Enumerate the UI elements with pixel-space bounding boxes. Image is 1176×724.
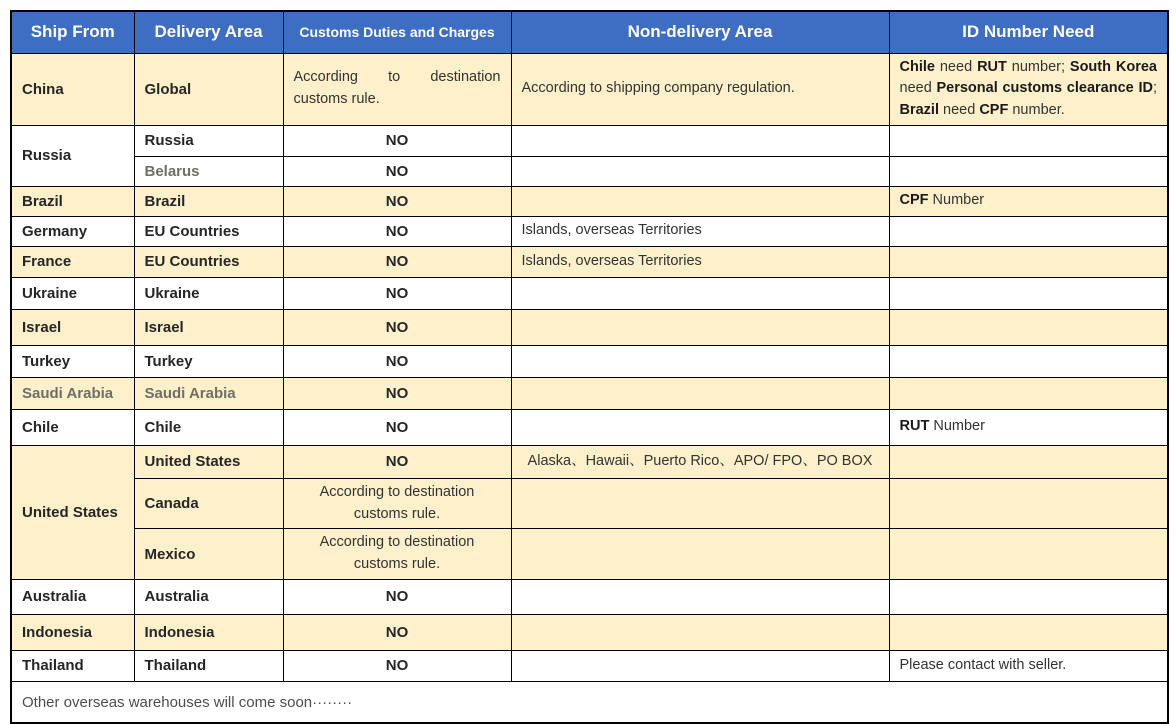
row-thailand <box>11 650 1168 681</box>
delivery-area-thailand: Thailand <box>134 650 283 681</box>
delivery-area-united-states: United States <box>134 445 283 478</box>
row-israel <box>11 309 1168 345</box>
customs-chile: NO <box>283 409 511 445</box>
delivery-area-belarus: Belarus <box>134 156 283 186</box>
non-delivery-canada <box>511 478 889 529</box>
customs-indonesia: NO <box>283 614 511 650</box>
delivery-area-mexico: Mexico <box>134 529 283 580</box>
delivery-area-chile: Chile <box>134 409 283 445</box>
id-need-belarus <box>889 156 1168 186</box>
id-need-germany <box>889 216 1168 246</box>
non-delivery-brazil <box>511 186 889 216</box>
delivery-area-indonesia: Indonesia <box>134 614 283 650</box>
non-delivery-united-states: Alaska、Hawaii、Puerto Rico、APO/ FPO、PO BOX <box>511 445 889 478</box>
customs-canada: According to destination customs rule. <box>283 478 511 529</box>
delivery-area-france: EU Countries <box>134 246 283 277</box>
ship-from-ukraine: Ukraine <box>11 277 134 309</box>
ship-from-russia: Russia <box>11 125 134 186</box>
customs-turkey: NO <box>283 345 511 377</box>
non-delivery-turkey <box>511 345 889 377</box>
id-need-mexico <box>889 529 1168 580</box>
non-delivery-ukraine <box>511 277 889 309</box>
ship-from-turkey: Turkey <box>11 345 134 377</box>
delivery-area-saudi-arabia: Saudi Arabia <box>134 377 283 409</box>
id-need-russia <box>889 125 1168 156</box>
row-australia <box>11 579 1168 614</box>
row-ukraine <box>11 277 1168 309</box>
ship-from-chile: Chile <box>11 409 134 445</box>
id-need-israel <box>889 309 1168 345</box>
non-delivery-australia <box>511 579 889 614</box>
non-delivery-indonesia <box>511 614 889 650</box>
row-mexico <box>11 529 1168 580</box>
row-saudi-arabia <box>11 377 1168 409</box>
row-chile <box>11 409 1168 445</box>
ship-from-thailand: Thailand <box>11 650 134 681</box>
non-delivery-belarus <box>511 156 889 186</box>
customs-germany: NO <box>283 216 511 246</box>
id-need-saudi-arabia <box>889 377 1168 409</box>
footer-note: Other overseas warehouses will come soon········ <box>11 681 1168 723</box>
customs-belarus: NO <box>283 156 511 186</box>
non-delivery-germany: Islands, overseas Territories <box>511 216 889 246</box>
id-need-ukraine <box>889 277 1168 309</box>
row-footer-note <box>11 681 1168 723</box>
header-non-delivery: Non-delivery Area <box>511 11 889 53</box>
ship-from-australia: Australia <box>11 579 134 614</box>
shipping-info-table-container <box>10 10 1169 724</box>
non-delivery-israel <box>511 309 889 345</box>
ship-from-germany: Germany <box>11 216 134 246</box>
id-need-canada <box>889 478 1168 529</box>
row-belarus <box>11 156 1168 186</box>
non-delivery-chile <box>511 409 889 445</box>
ship-from-united-states: United States <box>11 445 134 579</box>
non-delivery-mexico <box>511 529 889 580</box>
id-need-france <box>889 246 1168 277</box>
ship-from-israel: Israel <box>11 309 134 345</box>
ship-from-indonesia: Indonesia <box>11 614 134 650</box>
customs-china: According to destination customs rule. <box>283 53 511 125</box>
id-need-united-states <box>889 445 1168 478</box>
customs-saudi-arabia: NO <box>283 377 511 409</box>
row-turkey <box>11 345 1168 377</box>
ship-from-brazil: Brazil <box>11 186 134 216</box>
customs-thailand: NO <box>283 650 511 681</box>
non-delivery-saudi-arabia <box>511 377 889 409</box>
id-need-australia <box>889 579 1168 614</box>
customs-russia: NO <box>283 125 511 156</box>
delivery-area-ukraine: Ukraine <box>134 277 283 309</box>
header-id-need: ID Number Need <box>889 11 1168 53</box>
id-need-indonesia <box>889 614 1168 650</box>
id-need-turkey <box>889 345 1168 377</box>
customs-australia: NO <box>283 579 511 614</box>
customs-mexico: According to destination customs rule. <box>283 529 511 580</box>
delivery-area-canada: Canada <box>134 478 283 529</box>
delivery-area-germany: EU Countries <box>134 216 283 246</box>
ship-from-china: China <box>11 53 134 125</box>
id-need-chile: RUT Number <box>889 409 1168 445</box>
shipping-info-table <box>10 10 1169 724</box>
ship-from-france: France <box>11 246 134 277</box>
header-customs: Customs Duties and Charges <box>283 11 511 53</box>
non-delivery-russia <box>511 125 889 156</box>
row-brazil <box>11 186 1168 216</box>
row-france <box>11 246 1168 277</box>
customs-israel: NO <box>283 309 511 345</box>
header-ship-from: Ship From <box>11 11 134 53</box>
ship-from-saudi-arabia: Saudi Arabia <box>11 377 134 409</box>
delivery-area-israel: Israel <box>134 309 283 345</box>
row-germany <box>11 216 1168 246</box>
delivery-area-russia: Russia <box>134 125 283 156</box>
header-delivery-area: Delivery Area <box>134 11 283 53</box>
customs-france: NO <box>283 246 511 277</box>
row-united-states <box>11 445 1168 478</box>
row-indonesia <box>11 614 1168 650</box>
non-delivery-thailand <box>511 650 889 681</box>
customs-brazil: NO <box>283 186 511 216</box>
non-delivery-france: Islands, overseas Territories <box>511 246 889 277</box>
id-need-brazil: CPF Number <box>889 186 1168 216</box>
delivery-area-turkey: Turkey <box>134 345 283 377</box>
customs-united-states: NO <box>283 445 511 478</box>
row-canada <box>11 478 1168 529</box>
customs-ukraine: NO <box>283 277 511 309</box>
header-row <box>11 11 1168 53</box>
delivery-area-australia: Australia <box>134 579 283 614</box>
id-need-thailand: Please contact with seller. <box>889 650 1168 681</box>
non-delivery-china: According to shipping company regulation. <box>511 53 889 125</box>
delivery-area-brazil: Brazil <box>134 186 283 216</box>
row-china <box>11 53 1168 125</box>
id-need-china: Chile need RUT number; South Korea need Personal customs clearance ID; Brazil need CPF number. <box>889 53 1168 125</box>
delivery-area-china: Global <box>134 53 283 125</box>
row-russia <box>11 125 1168 156</box>
